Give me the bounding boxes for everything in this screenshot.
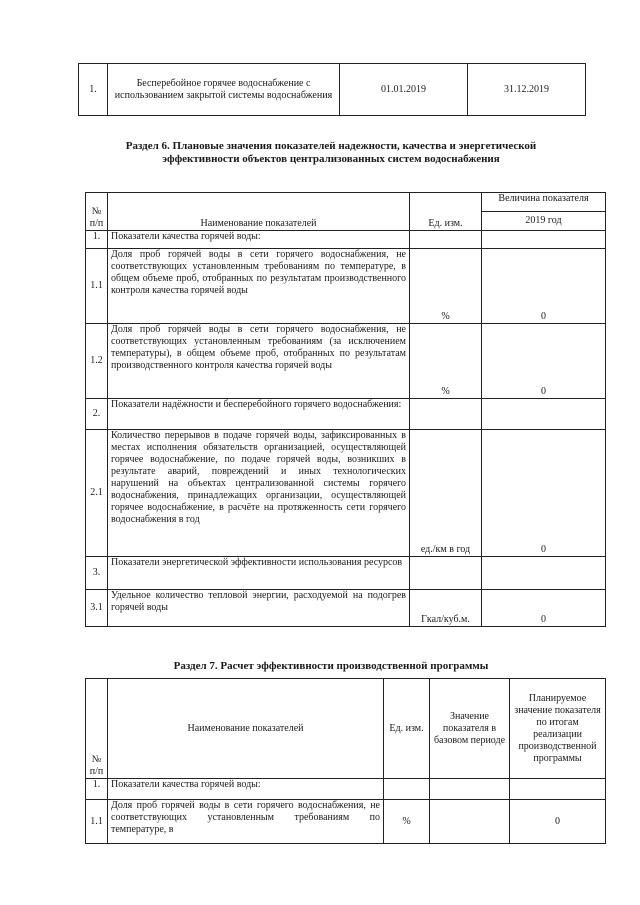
row-number: 1.	[86, 779, 108, 800]
indicator-value: 0	[482, 249, 606, 324]
header-base: Значение показателя в базовом периоде	[430, 679, 510, 779]
indicator-plan	[510, 779, 606, 800]
row-number: 3.1	[86, 590, 108, 627]
header-unit: Ед. изм.	[384, 679, 430, 779]
table-row	[86, 430, 606, 557]
section7-table	[85, 678, 606, 844]
row-number: 1.2	[86, 324, 108, 399]
indicator-unit: %	[410, 324, 482, 399]
indicator-unit: Гкал/куб.м.	[410, 590, 482, 627]
indicator-name: Доля проб горячей воды в сети горячего водоснабжения, не соответствующих установленным требованиям (за исключением температуры), в общем объеме проб, отобранных по результатам производственного контроля качества горячей воды	[108, 324, 410, 399]
indicator-name: Удельное количество тепловой энергии, расходуемой на подогрев горячей воды	[108, 590, 410, 627]
indicator-value: 0	[482, 430, 606, 557]
table-row	[86, 590, 606, 627]
row-number: 1.1	[86, 249, 108, 324]
end-date: 31.12.2019	[468, 64, 586, 116]
event-name: Бесперебойное горячее водоснабжение с использованием закрытой системы водоснабжения	[108, 64, 340, 116]
indicator-unit	[410, 231, 482, 249]
row-number: 2.	[86, 399, 108, 430]
table-row	[86, 557, 606, 590]
indicator-name: Доля проб горячей воды в сети горячего водоснабжения, не соответствующих установленным требованиям по температуре, в общем объеме проб, отобранных по результатам производственного контроля качества горячей воды	[108, 249, 410, 324]
table-row	[86, 249, 606, 324]
indicator-name: Количество перерывов в подаче горячей воды, зафиксированных в местах исполнения обязательств организацией, осуществляющей горячее водоснабжение, по подаче горячей воды, возникших в результате аварий, повреждений и иных технологических нарушений на объектах централизованной системы горячего водоснабжения, принадлежащих организации, осуществляющей горячее водоснабжение, в расчёте на протяженность сети горячего водоснабжения в год	[108, 430, 410, 557]
header-num: № п/п	[86, 193, 108, 231]
row-number: 1.	[79, 64, 108, 116]
header-num: № п/п	[86, 679, 108, 779]
row-number: 2.1	[86, 430, 108, 557]
header-value-group: Величина показателя	[482, 193, 606, 212]
row-number: 1.1	[86, 800, 108, 844]
table-row	[86, 779, 606, 800]
indicator-name: Показатели надёжности и бесперебойного горячего водоснабжения:	[108, 399, 410, 430]
row-number: 3.	[86, 557, 108, 590]
indicator-unit	[384, 779, 430, 800]
indicator-name: Показатели качества горячей воды:	[108, 231, 410, 249]
header-year: 2019 год	[482, 212, 606, 231]
indicator-value	[482, 557, 606, 590]
header-unit: Ед. изм.	[410, 193, 482, 231]
table-row	[86, 800, 606, 844]
indicator-name: Доля проб горячей воды в сети горячего водоснабжения, не соответствующих установленным требованиям по температуре, в	[108, 800, 384, 844]
indicator-base	[430, 779, 510, 800]
section6-title: Раздел 6. Плановые значения показателей надежности, качества и энергетической эффективности объектов централизованных систем водоснабжения	[125, 140, 537, 165]
indicator-value	[482, 231, 606, 249]
table-row	[86, 399, 606, 430]
table-row	[86, 324, 606, 399]
indicator-value	[482, 399, 606, 430]
indicator-unit	[410, 557, 482, 590]
indicator-base	[430, 800, 510, 844]
section7-title: Раздел 7. Расчет эффективности производственной программы	[173, 660, 489, 672]
indicator-unit: %	[410, 249, 482, 324]
row-number: 1.	[86, 231, 108, 249]
start-date: 01.01.2019	[340, 64, 468, 116]
indicator-unit: ед./км в год	[410, 430, 482, 557]
section6-table	[85, 192, 606, 627]
table-row	[86, 231, 606, 249]
indicator-unit: %	[384, 800, 430, 844]
indicator-name: Показатели качества горячей воды:	[108, 779, 384, 800]
top-table	[78, 63, 586, 116]
header-name: Наименование показателей	[108, 193, 410, 231]
indicator-name: Показатели энергетической эффективности использования ресурсов	[108, 557, 410, 590]
indicator-value: 0	[482, 324, 606, 399]
indicator-value: 0	[482, 590, 606, 627]
indicator-unit	[410, 399, 482, 430]
header-plan: Планируемое значение показателя по итогам реализации производственной программы	[510, 679, 606, 779]
indicator-plan: 0	[510, 800, 606, 844]
header-name: Наименование показателей	[108, 679, 384, 779]
